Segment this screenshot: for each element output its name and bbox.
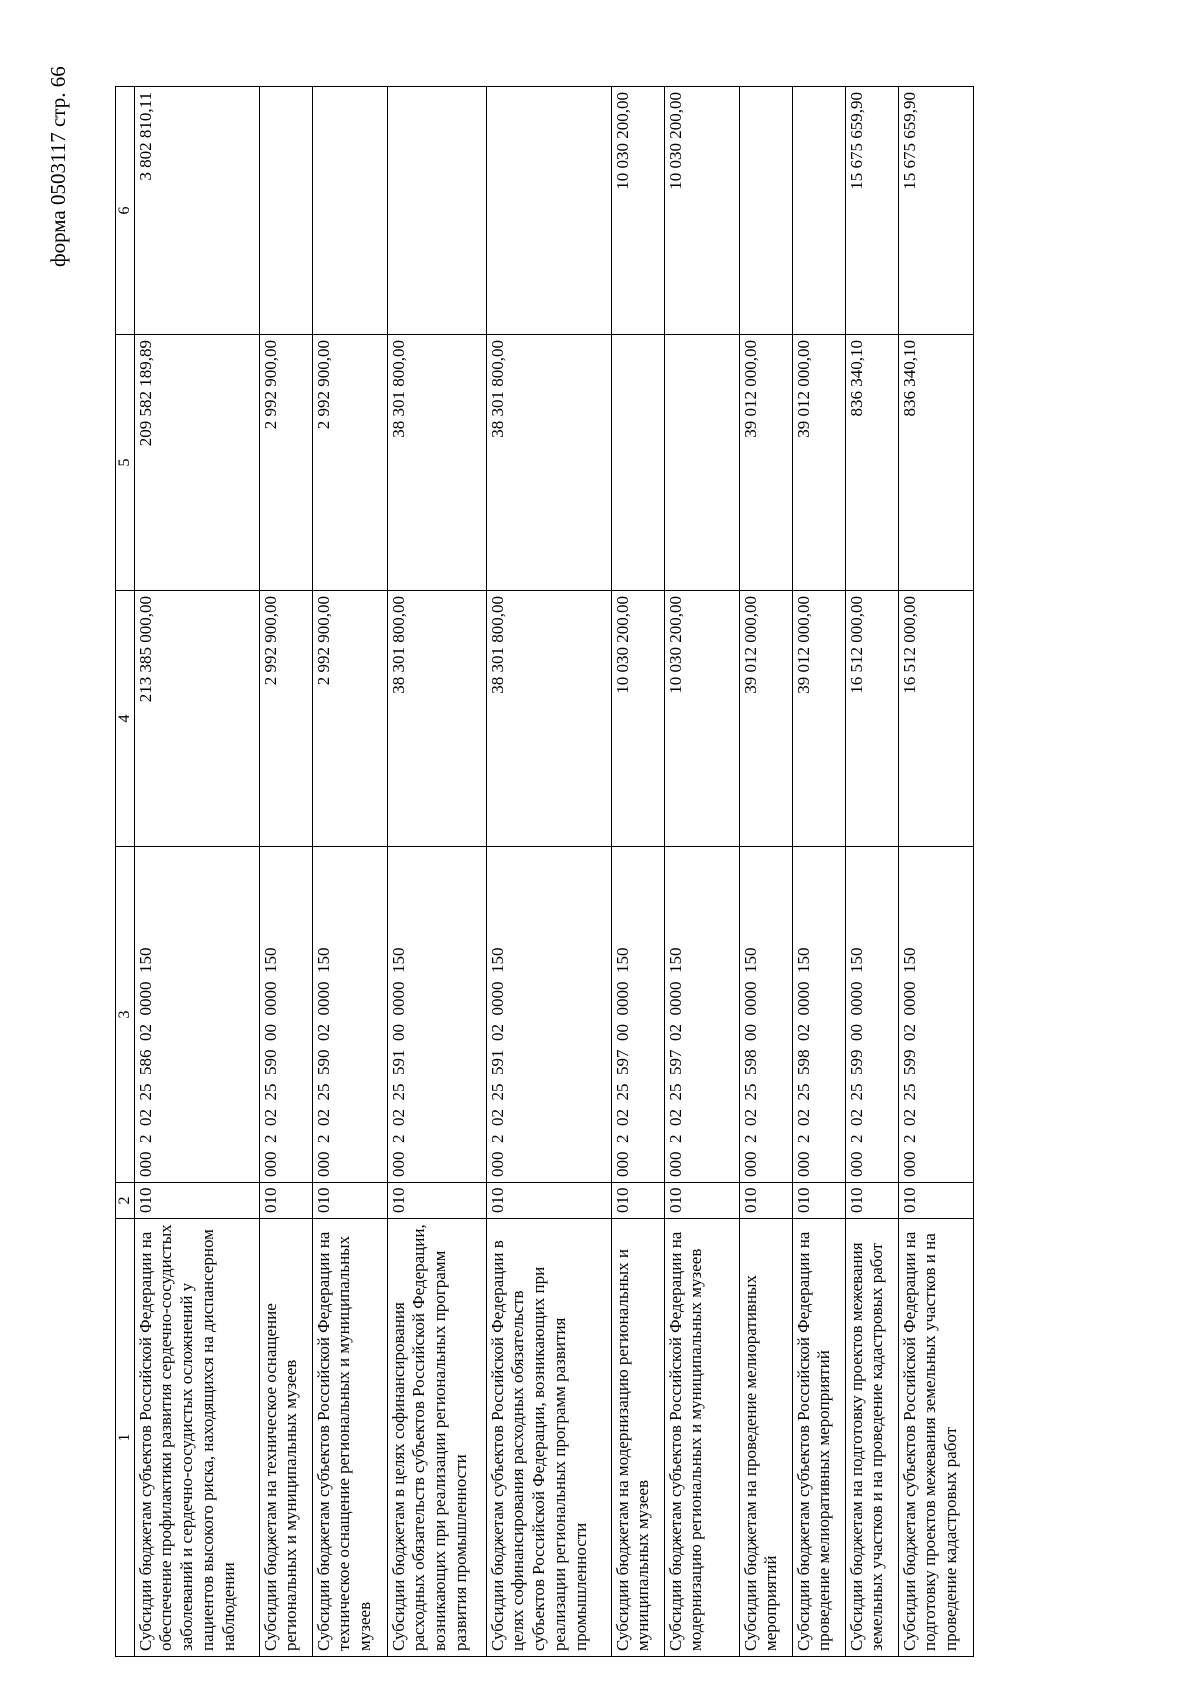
row-name: Субсидии бюджетам субъектов Российской Федерации на обеспечение профилактики развития сердечно-сосудистых заболеваний и сердечно-сосудистых осложнений у пациентов высокого риска, находящихся на диспансерном наблюдении	[134, 1219, 259, 1657]
row-name: Субсидии бюджетам на модернизацию региональных и муниципальных музеев	[611, 1219, 664, 1657]
unexecuted-amount: 15 675 659,90	[898, 87, 973, 335]
executed-amount: 38 301 800,00	[486, 335, 611, 591]
unexecuted-amount: 15 675 659,90	[845, 87, 898, 335]
column-number: 3	[116, 847, 135, 1183]
unexecuted-amount	[312, 87, 387, 335]
approved-amount: 213 385 000,00	[134, 591, 259, 847]
executed-amount: 39 012 000,00	[739, 335, 792, 591]
executed-amount: 2 992 900,00	[259, 335, 312, 591]
row-code: 010	[898, 1183, 973, 1219]
budget-classification-code: 000 2 02 25 590 00 0000 150	[259, 847, 312, 1183]
row-code: 010	[259, 1183, 312, 1219]
approved-amount: 10 030 200,00	[664, 591, 739, 847]
unexecuted-amount: 3 802 810,11	[134, 87, 259, 335]
approved-amount: 39 012 000,00	[792, 591, 845, 847]
column-number-row	[116, 87, 135, 1657]
row-name: Субсидии бюджетам на подготовку проектов межевания земельных участков и на проведение кадастровых работ	[845, 1219, 898, 1657]
table-row	[387, 87, 486, 1657]
row-code: 010	[134, 1183, 259, 1219]
budget-classification-code: 000 2 02 25 591 02 0000 150	[486, 847, 611, 1183]
budget-classification-code: 000 2 02 25 599 00 0000 150	[845, 847, 898, 1183]
row-name: Субсидии бюджетам субъектов Российской Федерации на модернизацию региональных и муниципальных музеев	[664, 1219, 739, 1657]
budget-classification-code: 000 2 02 25 597 02 0000 150	[664, 847, 739, 1183]
row-code: 010	[664, 1183, 739, 1219]
row-code: 010	[611, 1183, 664, 1219]
executed-amount: 836 340,10	[898, 335, 973, 591]
row-name: Субсидии бюджетам на проведение мелиоративных мероприятий	[739, 1219, 792, 1657]
row-code: 010	[739, 1183, 792, 1219]
unexecuted-amount	[739, 87, 792, 335]
approved-amount: 16 512 000,00	[898, 591, 973, 847]
unexecuted-amount: 10 030 200,00	[611, 87, 664, 335]
approved-amount: 2 992 900,00	[259, 591, 312, 847]
budget-classification-code: 000 2 02 25 598 00 0000 150	[739, 847, 792, 1183]
table-row	[845, 87, 898, 1657]
table-row	[664, 87, 739, 1657]
row-code: 010	[792, 1183, 845, 1219]
executed-amount: 2 992 900,00	[312, 335, 387, 591]
unexecuted-amount: 10 030 200,00	[664, 87, 739, 335]
row-code: 010	[312, 1183, 387, 1219]
row-name: Субсидии бюджетам субъектов Российской Федерации на подготовку проектов межевания земельных участков и на проведение кадастровых работ	[898, 1219, 973, 1657]
table-row	[259, 87, 312, 1657]
row-name: Субсидии бюджетам субъектов Российской Федерации в целях софинансирования расходных обязательств субъектов Российской Федерации, возникающих при реализации региональных программ развития промышленности	[486, 1219, 611, 1657]
executed-amount: 836 340,10	[845, 335, 898, 591]
unexecuted-amount	[259, 87, 312, 335]
table-row	[739, 87, 792, 1657]
budget-classification-code: 000 2 02 25 599 02 0000 150	[898, 847, 973, 1183]
budget-classification-code: 000 2 02 25 590 02 0000 150	[312, 847, 387, 1183]
approved-amount: 38 301 800,00	[387, 591, 486, 847]
table-row	[312, 87, 387, 1657]
executed-amount	[664, 335, 739, 591]
executed-amount: 209 582 189,89	[134, 335, 259, 591]
unexecuted-amount	[387, 87, 486, 335]
table-row	[898, 87, 973, 1657]
executed-amount: 38 301 800,00	[387, 335, 486, 591]
column-number: 5	[116, 335, 135, 591]
income-report-table	[115, 86, 974, 1657]
table-row	[134, 87, 259, 1657]
budget-classification-code: 000 2 02 25 591 00 0000 150	[387, 847, 486, 1183]
executed-amount: 39 012 000,00	[792, 335, 845, 591]
approved-amount: 2 992 900,00	[312, 591, 387, 847]
budget-classification-code: 000 2 02 25 597 00 0000 150	[611, 847, 664, 1183]
executed-amount	[611, 335, 664, 591]
approved-amount: 10 030 200,00	[611, 591, 664, 847]
unexecuted-amount	[486, 87, 611, 335]
row-name: Субсидии бюджетам в целях софинансирования расходных обязательств субъектов Российской Федерации, возникающих при реализации региональных программ развития промышленности	[387, 1219, 486, 1657]
approved-amount: 39 012 000,00	[739, 591, 792, 847]
form-label: форма 0503117 стр. 66	[46, 66, 70, 267]
row-code: 010	[486, 1183, 611, 1219]
row-name: Субсидии бюджетам на техническое оснащение региональных и муниципальных музеев	[259, 1219, 312, 1657]
row-name: Субсидии бюджетам субъектов Российской Федерации на техническое оснащение региональных и муниципальных музеев	[312, 1219, 387, 1657]
approved-amount: 16 512 000,00	[845, 591, 898, 847]
row-code: 010	[387, 1183, 486, 1219]
unexecuted-amount	[792, 87, 845, 335]
column-number: 4	[116, 591, 135, 847]
column-number: 2	[116, 1183, 135, 1219]
column-number: 1	[116, 1219, 135, 1657]
row-name: Субсидии бюджетам субъектов Российской Федерации на проведение мелиоративных мероприятий	[792, 1219, 845, 1657]
row-code: 010	[845, 1183, 898, 1219]
table-row	[611, 87, 664, 1657]
budget-classification-code: 000 2 02 25 598 02 0000 150	[792, 847, 845, 1183]
column-number: 6	[116, 87, 135, 335]
approved-amount: 38 301 800,00	[486, 591, 611, 847]
budget-classification-code: 000 2 02 25 586 02 0000 150	[134, 847, 259, 1183]
table-row	[792, 87, 845, 1657]
table-row	[486, 87, 611, 1657]
